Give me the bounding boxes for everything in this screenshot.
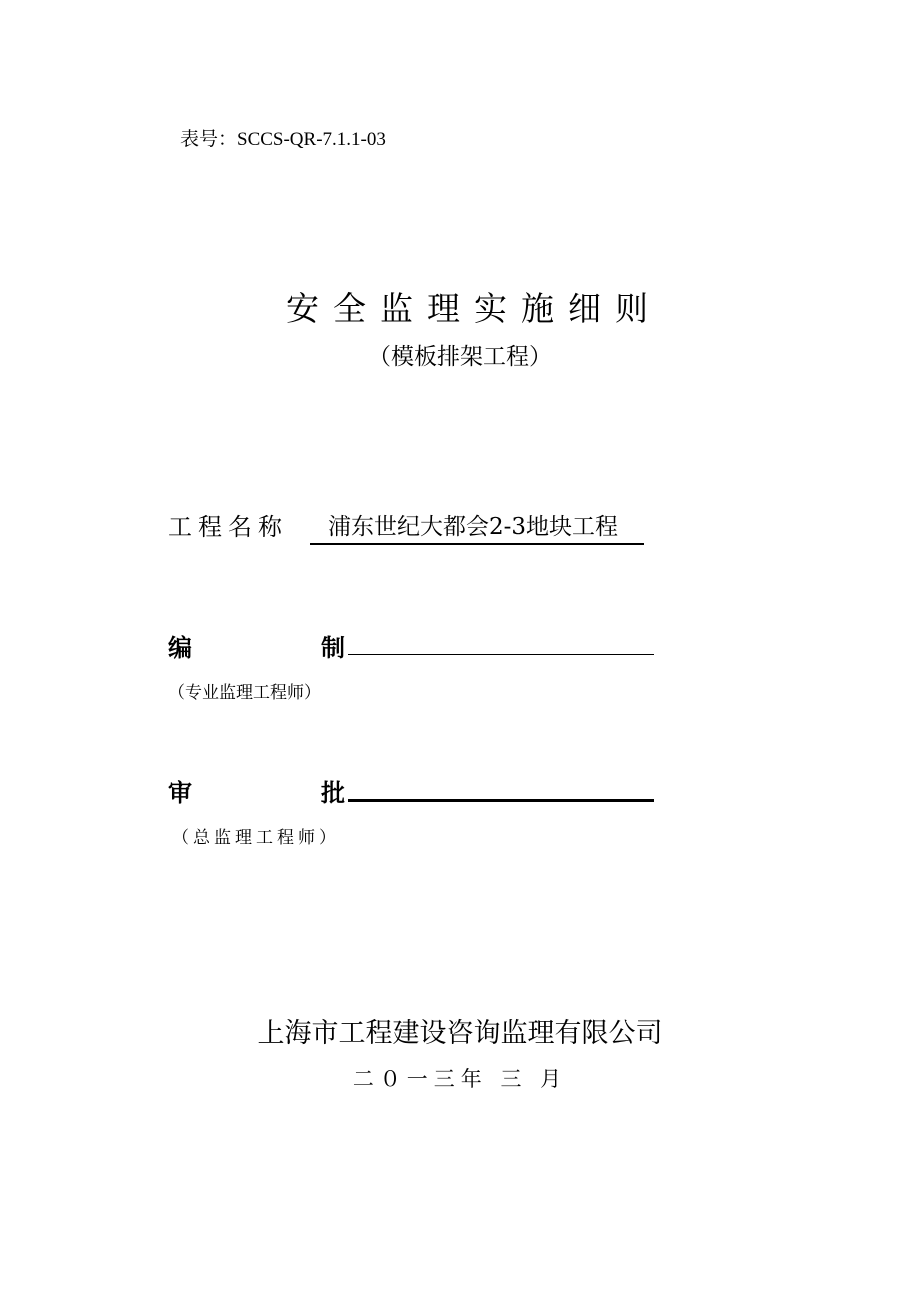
project-name-value: 浦东世纪大都会2-3地块工程 <box>310 508 644 545</box>
project-name-label: 工程名称 <box>168 513 288 541</box>
company-name: 上海市工程建设咨询监理有限公司 <box>257 1018 663 1049</box>
form-number: 表号：SCCS-QR-7.1.1-03 <box>180 129 386 150</box>
approved-signature-line <box>348 799 654 802</box>
compiled-signature-line <box>348 654 654 655</box>
approved-role-note: （总监理工程师） <box>172 828 340 848</box>
compiled-role-note: （专业监理工程师） <box>168 683 321 703</box>
approved-label-second: 批 <box>321 778 345 807</box>
document-subtitle: （模板排架工程） <box>368 344 552 370</box>
compiled-label-first: 编 <box>168 633 192 662</box>
approved-label-first: 审 <box>168 778 192 807</box>
document-title: 安全监理实施细则 <box>286 289 662 328</box>
compiled-label-second: 制 <box>321 633 345 662</box>
document-date: 二０一三年 三 月 <box>352 1067 568 1091</box>
